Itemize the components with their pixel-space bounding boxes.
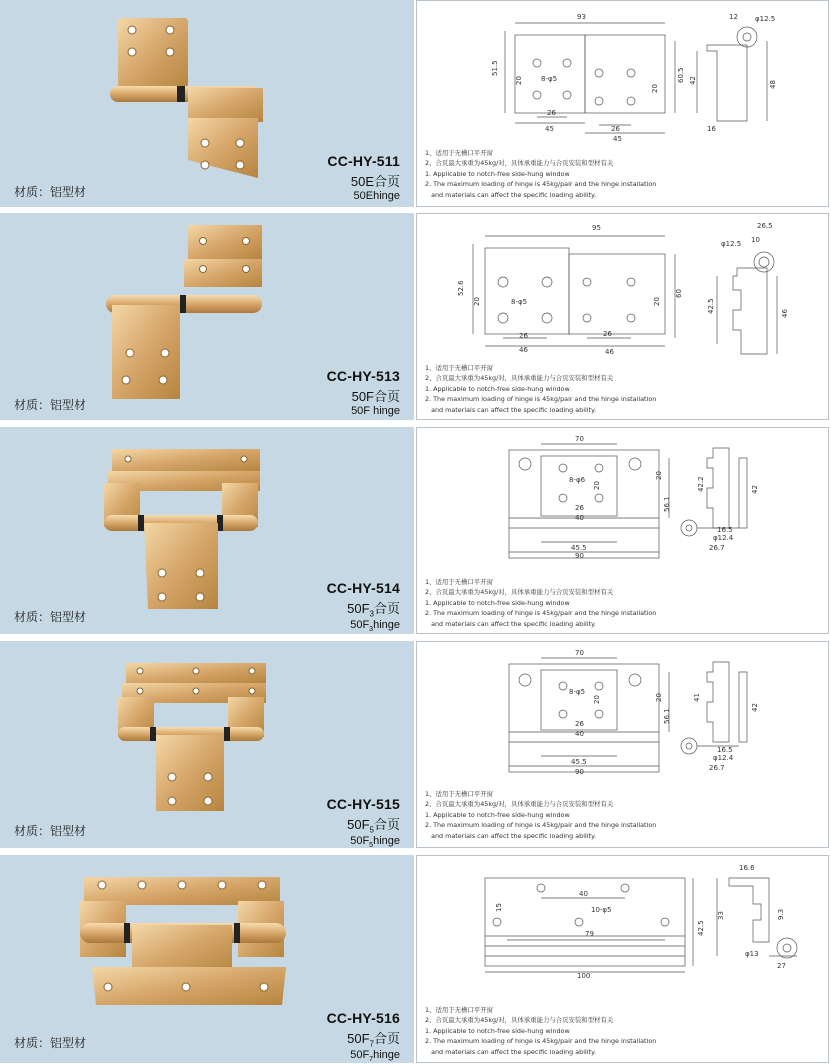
model-name-cn: 50F合页 (351, 389, 400, 404)
product-photo-panel (0, 0, 414, 207)
material-label: 材质：铝型材 (14, 398, 87, 412)
product-photo-panel (0, 855, 414, 1063)
dim-label: 45.5 (571, 758, 587, 766)
model-name-en (327, 619, 400, 633)
dim-label: 26 (575, 720, 584, 728)
dim-label: 46 (519, 346, 528, 354)
note-line: 2. The maximum loading of hinge is 45kg/pair and the hinge installation (425, 180, 657, 189)
dim-label: 42 (751, 485, 759, 494)
dim-label: 60.5 (677, 67, 685, 83)
dim-label: 26.7 (709, 544, 725, 552)
notes (425, 363, 656, 415)
notes (425, 789, 656, 841)
note-line: 1. Applicable to notch-free side-hung window (425, 1026, 570, 1035)
dim-label: 26.5 (757, 222, 773, 230)
dim-label: 100 (577, 972, 591, 980)
model-name-cn (327, 1028, 400, 1049)
model-name-en: 50Ehinge (353, 190, 400, 202)
note-line: 2. The maximum loading of hinge is 45kg/pair and the hinge installation (425, 609, 657, 618)
model-name-cn (327, 814, 400, 835)
dim-label: 8-φ5 (569, 688, 586, 696)
dim-label: 33 (717, 911, 725, 920)
dim-label: 48 (769, 80, 777, 89)
dim-label: 42.5 (707, 298, 715, 314)
dim-label: 90 (575, 552, 584, 560)
note-line: 2. The maximum loading of hinge is 45kg/pair and the hinge installation (425, 821, 657, 830)
note-line: 2. The maximum loading of hinge is 45kg/pair and the hinge installation (425, 395, 657, 404)
dim-label: 42 (751, 703, 759, 712)
notes (425, 148, 656, 200)
technical-drawing-panel (416, 427, 829, 634)
dim-label: 20 (593, 695, 601, 704)
dim-label: φ13 (745, 950, 759, 958)
dim-label: 40 (575, 514, 584, 522)
dim-label: 8-φ5 (541, 75, 558, 83)
model-name-cn: 50E合页 (350, 174, 400, 189)
model-name-en-prefix: 50F (350, 1048, 370, 1061)
dim-label: 52.6 (457, 280, 465, 296)
dim-label: 51.5 (491, 60, 499, 76)
model-block (327, 368, 400, 417)
note-line: and materials can affect the specific loading ability. (425, 831, 596, 840)
note-line: 2、合页最大承重为45kg/对，具体承重能力与合页安装和型材有关 (425, 800, 614, 809)
note-line: 1. Applicable to notch-free side-hung window (425, 810, 570, 819)
dim-label: 26 (611, 125, 620, 133)
material-label: 材质：铝型材 (14, 824, 87, 838)
note-line: 2. The maximum loading of hinge is 45kg/pair and the hinge installation (425, 1037, 657, 1046)
dim-label: 60 (675, 289, 683, 298)
dim-label: φ12.5 (721, 240, 742, 248)
model-block (327, 153, 400, 202)
dim-label: 20 (655, 471, 663, 480)
technical-drawing-panel (416, 641, 829, 848)
model-name-subscript: 5 (369, 825, 374, 835)
dim-label: 46 (781, 309, 789, 318)
model-block (327, 580, 400, 633)
note-line: 2、合页最大承重为45kg/对，具体承重能力与合页安装和型材有关 (425, 588, 614, 597)
dim-label: 42.5 (697, 920, 705, 936)
product-row (0, 213, 831, 420)
dim-label: 20 (473, 297, 481, 306)
dim-label: φ12.4 (713, 534, 734, 542)
note-line: and materials can affect the specific loading ability. (425, 405, 596, 414)
note-line: and materials can affect the specific loading ability. (425, 619, 596, 628)
note-line: 2、合页最大承重为45kg/对，具体承重能力与合页安装和型材有关 (425, 374, 614, 383)
material-label: 材质：铝型材 (14, 185, 87, 199)
dim-label: 16.5 (717, 746, 733, 754)
model-name-en (327, 1049, 400, 1063)
dim-label: 26 (547, 109, 556, 117)
model-name-cn-suffix: 合页 (373, 817, 400, 832)
dim-label: 42 (689, 76, 697, 85)
model-name-en-prefix: 50F (350, 618, 370, 631)
dim-label: 46 (605, 348, 614, 356)
notes (425, 577, 656, 629)
dim-label: 45 (613, 135, 622, 143)
dim-label: 45 (545, 125, 554, 133)
model-name-subscript: 3 (369, 625, 374, 633)
model-name-subscript: 3 (369, 609, 374, 619)
model-name-subscript: 5 (369, 841, 374, 849)
note-line: and materials can affect the specific loading ability. (425, 1047, 596, 1056)
dim-label: 8-φ5 (511, 298, 528, 306)
dim-label: 20 (653, 297, 661, 306)
dim-label: 42.2 (697, 476, 705, 492)
product-photo-panel (0, 427, 414, 634)
dim-label: 56.1 (663, 708, 671, 724)
model-name-cn-suffix: 合页 (373, 1031, 400, 1046)
dim-label: 20 (655, 693, 663, 702)
dim-label: 12 (729, 13, 738, 21)
dim-label: 45.5 (571, 544, 587, 552)
dim-label: 70 (575, 435, 584, 443)
model-name-cn (327, 598, 400, 619)
product-photo-panel (0, 213, 414, 420)
model-block (327, 1010, 400, 1063)
model-name-cn-suffix: 合页 (373, 601, 400, 616)
dim-label: 40 (579, 890, 588, 898)
product-row (0, 427, 831, 634)
product-row (0, 855, 831, 1063)
note-line: 2、合页最大承重为45kg/对，具体承重能力与合页安装和型材有关 (425, 159, 614, 168)
note-line: 1、适用于无槽口平开窗 (425, 364, 493, 372)
technical-drawing-panel (416, 0, 829, 207)
material-label: 材质：铝型材 (14, 1036, 87, 1050)
dim-label: 26.7 (709, 764, 725, 772)
dim-label: 27 (777, 962, 786, 970)
technical-drawing-panel (416, 213, 829, 420)
dim-label: 70 (575, 649, 584, 657)
note-line: 1、适用于无槽口平开窗 (425, 149, 493, 157)
model-name-cn-prefix: 50F (347, 601, 370, 616)
material-label: 材质：铝型材 (14, 610, 87, 624)
dim-label: 90 (575, 768, 584, 776)
model-name-en-suffix: hinge (373, 1048, 400, 1061)
dim-label: 16 (707, 125, 716, 133)
dim-label: 40 (575, 730, 584, 738)
model-name-en (327, 835, 400, 849)
model-code: CC-HY-516 (326, 1010, 400, 1026)
model-code: CC-HY-511 (327, 153, 400, 169)
note-line: 2、合页最大承重为45kg/对，具体承重能力与合页安装和型材有关 (425, 1016, 614, 1025)
dim-label: φ12.4 (713, 754, 734, 762)
dim-label: 93 (577, 13, 586, 21)
model-name-en-suffix: hinge (373, 618, 400, 631)
dim-label: 16.6 (739, 864, 755, 872)
model-name-cn-prefix: 50F (347, 1031, 370, 1046)
dim-label: 26 (603, 330, 612, 338)
note-line: 1、适用于无槽口平开窗 (425, 790, 493, 798)
dim-label: 16.5 (717, 526, 733, 534)
dim-label: 79 (585, 930, 594, 938)
dim-label: 20 (515, 76, 523, 85)
note-line: and materials can affect the specific loading ability. (425, 190, 596, 199)
dim-label: 10 (751, 236, 760, 244)
product-row (0, 641, 831, 848)
model-code: CC-HY-513 (326, 368, 400, 384)
model-name-en-suffix: hinge (373, 834, 400, 847)
note-line: 1. Applicable to notch-free side-hung window (425, 169, 570, 178)
dim-label: 26 (519, 332, 528, 340)
model-code: CC-HY-514 (326, 580, 400, 596)
dim-label: 41 (693, 693, 701, 702)
model-name-en: 50F hinge (351, 405, 400, 417)
product-row (0, 0, 831, 207)
dim-label: 95 (592, 224, 601, 232)
note-line: 1. Applicable to notch-free side-hung window (425, 598, 570, 607)
model-name-en-prefix: 50F (350, 834, 370, 847)
note-line: 1. Applicable to notch-free side-hung window (425, 384, 570, 393)
model-code: CC-HY-515 (326, 796, 400, 812)
notes (425, 1005, 656, 1057)
dim-label: 10-φ5 (591, 906, 612, 914)
dim-label: 20 (651, 84, 659, 93)
dim-label: 56.1 (663, 496, 671, 512)
dim-label: 9.3 (777, 908, 785, 920)
dim-label: 15 (495, 903, 503, 912)
model-block (327, 796, 400, 849)
model-name-subscript: 7 (369, 1039, 374, 1049)
technical-drawing-panel (416, 855, 829, 1063)
dim-label: 26 (575, 504, 584, 512)
dim-label: 8-φ6 (569, 476, 586, 484)
note-line: 1、适用于无槽口平开窗 (425, 1006, 493, 1014)
dim-label: φ12.5 (755, 15, 776, 23)
model-name-subscript: 7 (369, 1055, 374, 1063)
note-line: 1、适用于无槽口平开窗 (425, 578, 493, 586)
product-photo-panel (0, 641, 414, 848)
model-name-cn-prefix: 50F (347, 817, 370, 832)
dim-label: 20 (593, 481, 601, 490)
